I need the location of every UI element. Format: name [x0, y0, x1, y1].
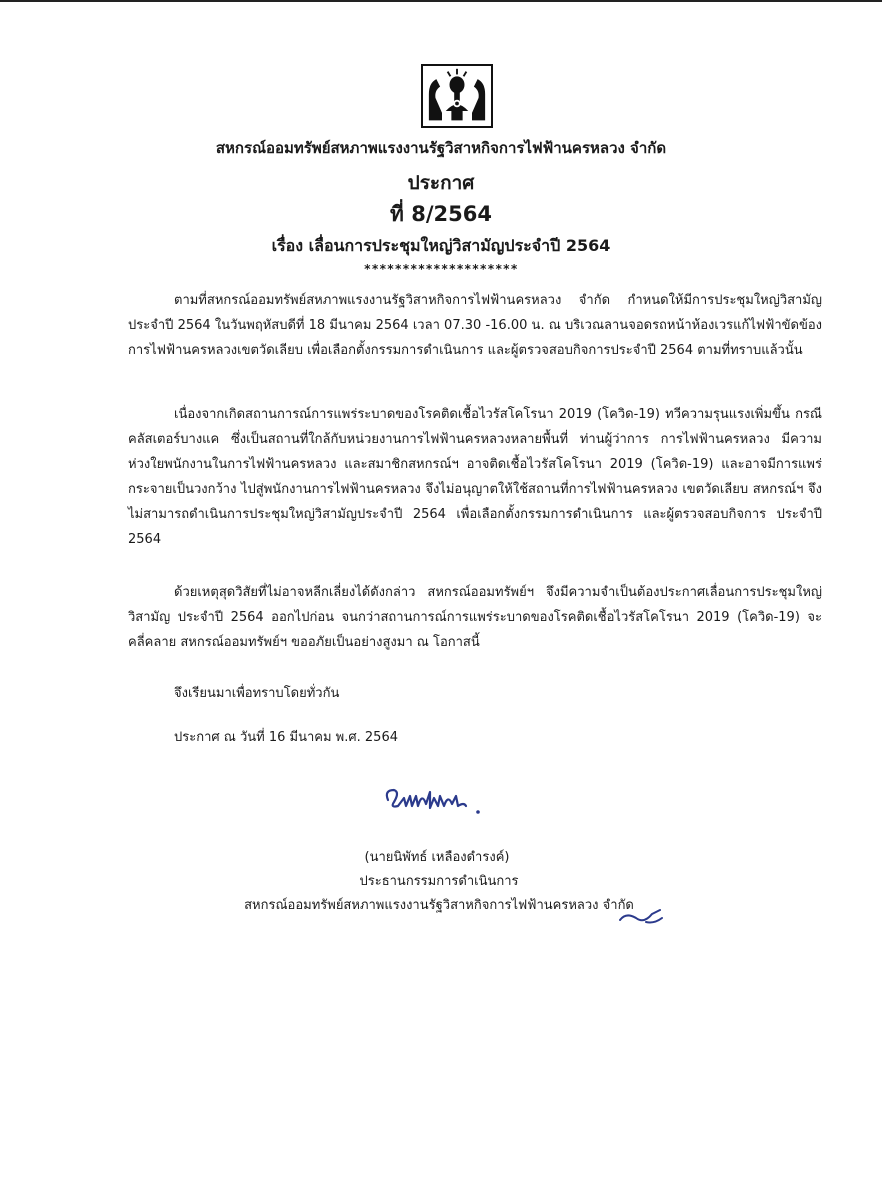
body-paragraph-1: ตามที่สหกรณ์ออมทรัพย์สหภาพแรงงานรัฐวิสาหกิจการไฟฟ้านครหลวง จำกัด กำหนดให้มีการประชุมใหญ่วิสามัญประจำปี 2564 ในวันพฤหัสบดีที่ 18 มีนาคม 2564 เวลา 07.30 -16.00 น. ณ บริเวณลานจอดรถหน้าห้องเวรแก้ไฟฟ้าขัดข้อง การไฟฟ้านครหลวงเขตวัดเลียบ เพื่อเลือกตั้งกรรมการดำเนินการ และผู้ตรวจสอบกิจการประจำปี 2564 ตามที่ทราบแล้วนั้น: [128, 293, 822, 358]
signatory-position: ประธานกรรมการดำเนินการ: [359, 874, 519, 889]
closing-statement: จึงเรียนมาเพื่อทราบโดยทั่วกัน: [174, 686, 340, 701]
handwritten-initials-icon: [616, 900, 666, 926]
union-emblem-icon: [421, 64, 493, 128]
separator-line: ********************: [363, 262, 519, 276]
organization-title: สหกรณ์ออมทรัพย์สหภาพแรงงานรัฐวิสาหกิจการไฟฟ้านครหลวง จำกัด: [215, 139, 667, 157]
signatory-organization: สหกรณ์ออมทรัพย์สหภาพแรงงานรัฐวิสาหกิจการไฟฟ้านครหลวง จำกัด: [244, 898, 634, 913]
body-paragraph-2: เนื่องจากเกิดสถานการณ์การแพร่ระบาดของโรคติดเชื้อไวรัสโคโรนา 2019 (โควิด-19) ทวีความรุนแรงเพิ่มขึ้น กรณีคลัสเตอร์บางแค ซึ่งเป็นสถานที่ใกล้กับหน่วยงานการไฟฟ้านครหลวงหลายพื้นที่ ท่านผู้ว่าการ การไฟฟ้านครหลวง มีความห่วงใยพนักงานในการไฟฟ้านครหลวง และสมาชิกสหกรณ์ฯ อาจติดเชื้อไวรัสโคโรนา 2019 (โควิด-19) และอาจมีการแพร่กระจายเป็นวงกว้าง ไปสู่พนักงานการไฟฟ้านครหลวง จึงไม่อนุญาตให้ใช้สถานที่การไฟฟ้านครหลวง เขตวัดเลียบ สหกรณ์ฯ จึงไม่สามารถดำเนินการประชุมใหญ่วิสามัญประจำปี 2564 เพื่อเลือกตั้งกรรมการดำเนินการ และผู้ตรวจสอบกิจการ ประจำปี 2564: [128, 407, 822, 547]
announcement-subject: เรื่อง เลื่อนการประชุมใหญ่วิสามัญประจำปี 2564: [271, 236, 611, 255]
signatory-name: (นายนิพัทธ์ เหลืองดำรงค์): [364, 850, 510, 865]
announcement-date: ประกาศ ณ วันที่ 16 มีนาคม พ.ศ. 2564: [174, 730, 398, 745]
top-border-line: [0, 0, 882, 2]
body-paragraph-3: ด้วยเหตุสุดวิสัยที่ไม่อาจหลีกเลี่ยงได้ดังกล่าว สหกรณ์ออมทรัพย์ฯ จึงมีความจำเป็นต้องประกาศเลื่อนการประชุมใหญ่วิสามัญ ประจำปี 2564 ออกไปก่อน จนกว่าสถานการณ์การแพร่ระบาดของโรคติดเชื้อไวรัสโคโรนา 2019 (โควิด-19) จะคลี่คลาย สหกรณ์ออมทรัพย์ฯ ขออภัยเป็นอย่างสูงมา ณ โอกาสนี้: [128, 585, 822, 650]
handwritten-signature-icon: [380, 782, 490, 822]
announcement-number: ที่ 8/2564: [390, 202, 492, 226]
announcement-heading: ประกาศ: [407, 172, 475, 194]
